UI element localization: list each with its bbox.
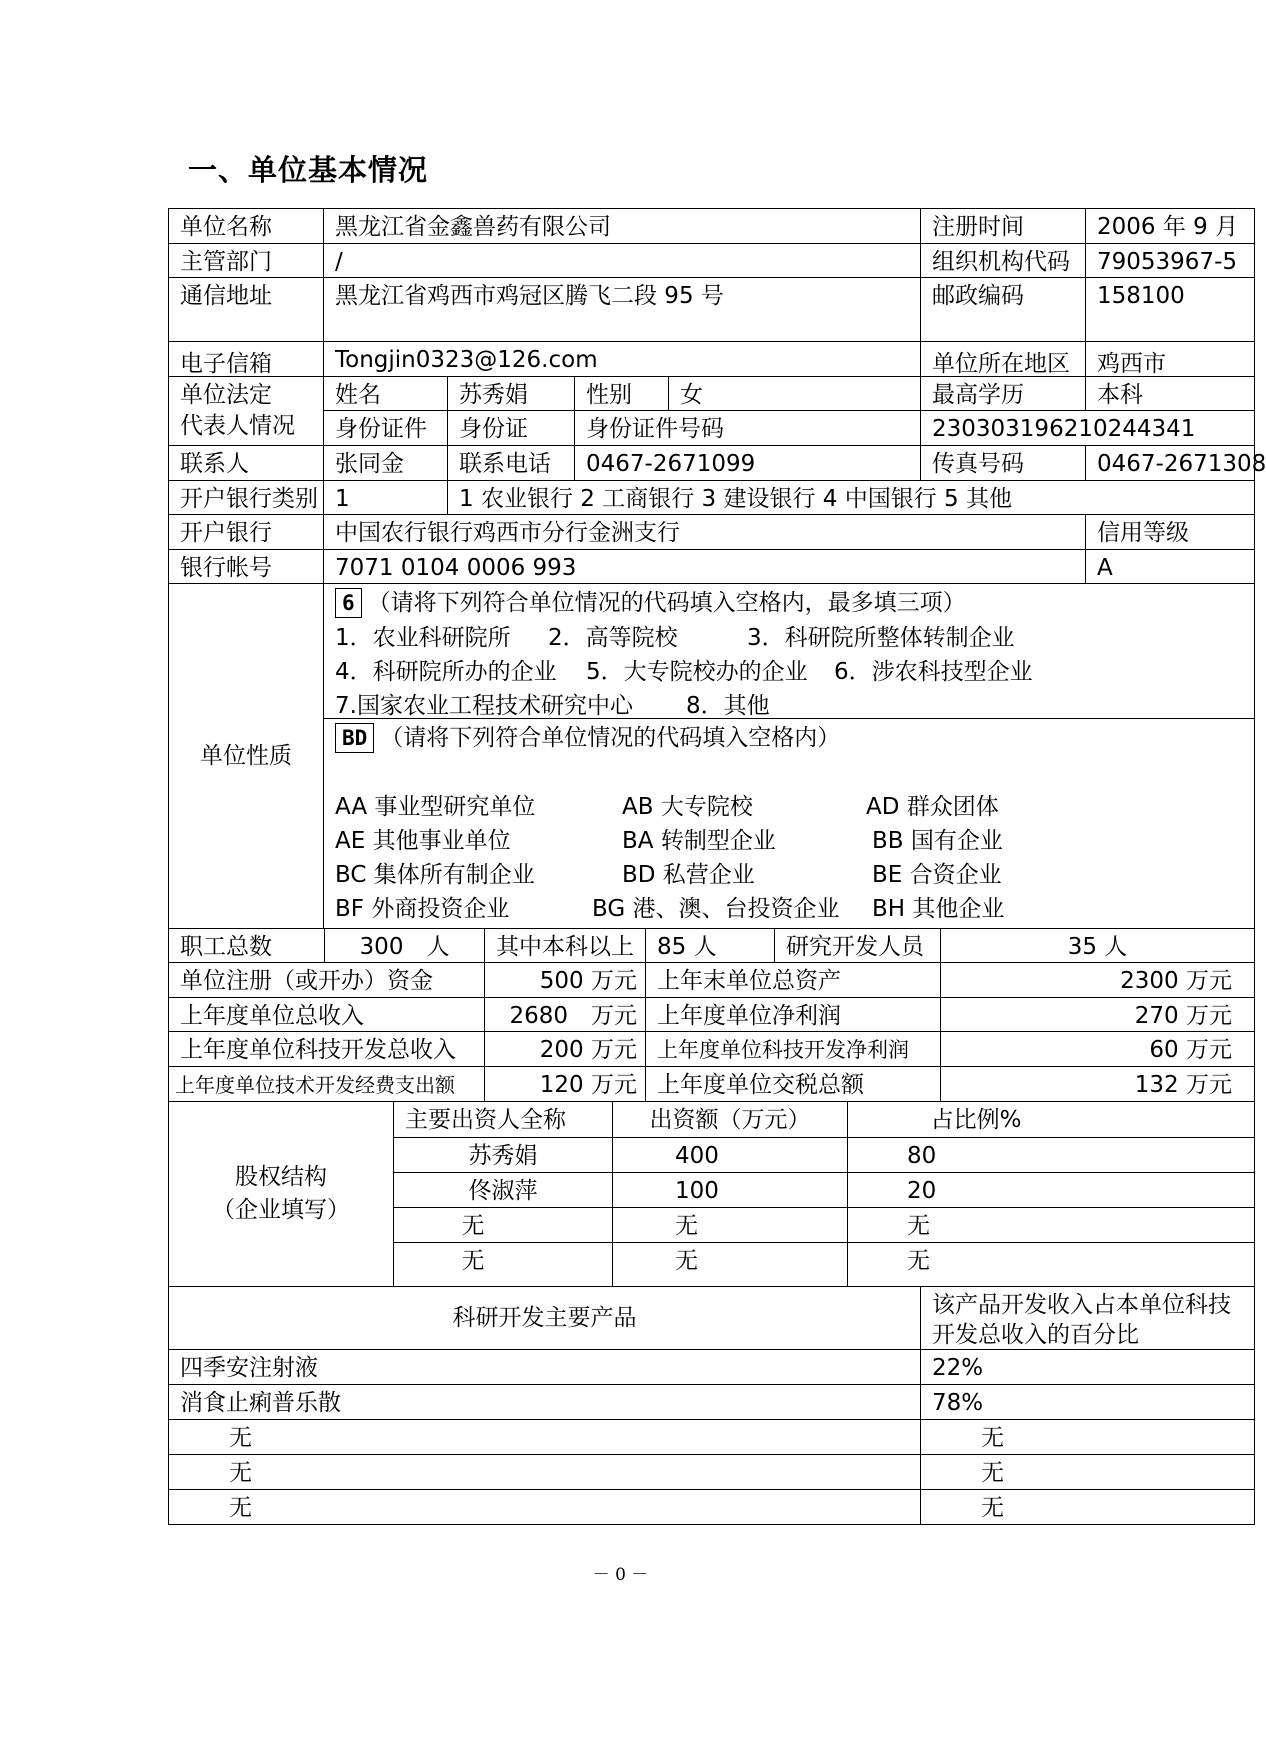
address-value: 黑龙江省鸡西市鸡冠区腾飞二段 95 号: [323, 277, 921, 342]
product-share: 无: [920, 1489, 1255, 1525]
label-account: 银行帐号: [168, 549, 324, 584]
label-product-share: 该产品开发收入占本单位科技开发总收入的百分比: [920, 1286, 1255, 1350]
net-profit-value: 270 万元: [940, 997, 1255, 1032]
region-value: 鸡西市: [1085, 341, 1255, 377]
page-number: － 0 －: [592, 1565, 649, 1585]
label-region: 单位所在地区: [920, 341, 1086, 377]
nature2-opt: AE 其他事业单位: [335, 828, 511, 854]
tech-expense-value: 120 万元: [484, 1066, 646, 1102]
nature1-opt: 3．科研院所整体转制企业: [747, 625, 1015, 651]
product-share: 78%: [920, 1384, 1255, 1420]
label-equity-line2: （企业填写）: [212, 1197, 350, 1223]
education-value: 本科: [1085, 376, 1255, 411]
label-total-assets: 上年末单位总资产: [645, 962, 941, 998]
label-tax: 上年度单位交税总额: [645, 1066, 941, 1102]
label-id-type: 身份证件: [323, 410, 448, 446]
product-name: 四季安注射液: [168, 1349, 921, 1385]
label-ratio: 占比例%: [847, 1101, 1255, 1138]
nature2-opt: BH 其他企业: [872, 896, 1005, 922]
nature1-opt: 4．科研院所办的企业: [335, 659, 557, 685]
nature2-opt: BE 合资企业: [872, 862, 1002, 888]
nature-section-1: [323, 583, 1255, 719]
label-net-profit: 上年度单位净利润: [645, 997, 941, 1032]
equity-amount: 100: [612, 1172, 848, 1208]
label-rep-name: 姓名: [323, 376, 448, 411]
account-value: 7071 0104 0006 993: [323, 549, 1086, 584]
nature-instruction-1: （请将下列符合单位情况的代码填入空格内，最多填三项）: [367, 590, 966, 616]
equity-ratio: 80: [847, 1137, 1255, 1173]
label-email: 电子信箱: [168, 341, 324, 377]
nature1-opt: 6．涉农科技型企业: [834, 659, 1033, 685]
tech-profit-value: 60 万元: [940, 1031, 1255, 1067]
nature2-opt: BF 外商投资企业: [335, 896, 510, 922]
label-postcode: 邮政编码: [920, 277, 1086, 342]
nature1-opt: 2．高等院校: [548, 625, 678, 651]
bank-type-value: 1: [323, 480, 448, 515]
product-share: 无: [920, 1419, 1255, 1455]
label-address: 通信地址: [168, 277, 324, 342]
bachelor-value: 85 人: [645, 928, 775, 963]
label-phone: 联系电话: [447, 445, 575, 481]
nature2-opt: BB 国有企业: [872, 828, 1003, 854]
email-value: Tongjin0323@126.com: [323, 341, 921, 377]
tech-income-value: 200 万元: [484, 1031, 646, 1067]
equity-name: 无: [393, 1207, 613, 1243]
bank-type-options: 1 农业银行 2 工商银行 3 建设银行 4 中国银行 5 其他: [447, 480, 1255, 515]
product-name: 无: [168, 1419, 921, 1455]
equity-amount: 无: [612, 1207, 848, 1243]
label-gender: 性别: [574, 376, 669, 411]
label-fax: 传真号码: [920, 445, 1086, 481]
label-org-code: 组织机构代码: [920, 243, 1086, 278]
nature1-opt: 1．农业科研院所: [335, 625, 511, 651]
equity-name: 无: [393, 1242, 613, 1287]
nature1-opt: 5．大专院校办的企业: [586, 659, 808, 685]
label-investor: 主要出资人全称: [393, 1101, 613, 1138]
label-rd-staff: 研究开发人员: [774, 928, 941, 963]
nature-code-2: BD: [335, 723, 374, 753]
label-bank: 开户银行: [168, 514, 324, 550]
nature2-opt: BC 集体所有制企业: [335, 862, 535, 888]
equity-amount: 400: [612, 1137, 848, 1173]
rep-name-value: 苏秀娟: [447, 376, 575, 411]
label-id-number: 身份证件号码: [574, 410, 921, 446]
unit-name-value: 黑龙江省金鑫兽药有限公司: [323, 208, 921, 244]
dept-value: /: [323, 243, 921, 278]
nature2-opt: AB 大专院校: [622, 794, 753, 820]
phone-value: 0467-2671099: [574, 445, 921, 481]
section-title: 一、单位基本情况: [188, 153, 429, 187]
total-income-value: 2680 万元: [484, 997, 646, 1032]
label-education: 最高学历: [920, 376, 1086, 411]
label-credit: 信用等级: [1085, 514, 1255, 550]
label-legal-rep: [168, 376, 324, 446]
postcode-value: 158100: [1085, 277, 1255, 342]
label-reg-capital: 单位注册（或开办）资金: [168, 962, 485, 998]
reg-time-value: 2006 年 9 月: [1085, 208, 1255, 244]
label-bank-type: 开户银行类别: [168, 480, 324, 515]
nature2-opt: AA 事业型研究单位: [335, 794, 536, 820]
label-equity-line1: 股权结构: [235, 1164, 327, 1190]
total-assets-value: 2300 万元: [940, 962, 1255, 998]
equity-name: 苏秀娟: [393, 1137, 613, 1173]
equity-ratio: 无: [847, 1207, 1255, 1243]
label-staff-total: 职工总数: [168, 928, 325, 963]
nature2-opt: BG 港、澳、台投资企业: [592, 896, 840, 922]
id-type-value: 身份证: [447, 410, 575, 446]
label-legal-rep-line2: 代表人情况: [180, 413, 295, 439]
equity-name: 佟淑萍: [393, 1172, 613, 1208]
org-code-value: 79053967-5: [1085, 243, 1255, 278]
gender-value: 女: [668, 376, 921, 411]
equity-amount: 无: [612, 1242, 848, 1287]
nature-instruction-2: （请将下列符合单位情况的代码填入空格内）: [380, 725, 841, 751]
label-tech-expense: 上年度单位技术开发经费支出额: [168, 1066, 485, 1102]
rd-staff-value: 35 人: [940, 928, 1255, 963]
contact-value: 张同金: [323, 445, 448, 481]
tax-value: 132 万元: [940, 1066, 1255, 1102]
label-tech-profit: 上年度单位科技开发净利润: [645, 1031, 941, 1067]
label-dept: 主管部门: [168, 243, 324, 278]
nature1-opt: 7.国家农业工程技术研究中心: [335, 693, 633, 719]
reg-capital-value: 500 万元: [484, 962, 646, 998]
label-tech-income: 上年度单位科技开发总收入: [168, 1031, 485, 1067]
product-name: 消食止痢普乐散: [168, 1384, 921, 1420]
label-total-income: 上年度单位总收入: [168, 997, 485, 1032]
credit-value: A: [1085, 549, 1255, 584]
label-legal-rep-line1: 单位法定: [180, 382, 272, 408]
label-reg-time: 注册时间: [920, 208, 1086, 244]
label-nature: 单位性质: [168, 583, 324, 929]
equity-ratio: 20: [847, 1172, 1255, 1208]
nature2-opt: BD 私营企业: [622, 862, 755, 888]
nature2-opt: AD 群众团体: [866, 794, 999, 820]
product-name: 无: [168, 1489, 921, 1525]
nature1-opt: 8．其他: [686, 693, 770, 719]
label-amount: 出资额（万元）: [612, 1101, 848, 1138]
fax-value: 0467-2671308: [1085, 445, 1255, 481]
bank-value: 中国农行银行鸡西市分行金洲支行: [323, 514, 1086, 550]
equity-ratio: 无: [847, 1242, 1255, 1287]
product-name: 无: [168, 1454, 921, 1490]
label-bachelor: 其中本科以上: [484, 928, 646, 963]
product-share: 无: [920, 1454, 1255, 1490]
unit-info-table: [168, 208, 1266, 1541]
label-equity: [168, 1101, 394, 1287]
nature2-opt: BA 转制型企业: [622, 828, 776, 854]
label-unit-name: 单位名称: [168, 208, 324, 244]
nature-section-2: [323, 718, 1255, 929]
product-share: 22%: [920, 1349, 1255, 1385]
staff-total-value: 300 人: [324, 928, 485, 963]
id-number-value: 230303196210244341: [920, 410, 1255, 446]
nature-code-1: 6: [335, 588, 362, 618]
label-products: 科研开发主要产品: [168, 1286, 921, 1350]
label-contact: 联系人: [168, 445, 324, 481]
